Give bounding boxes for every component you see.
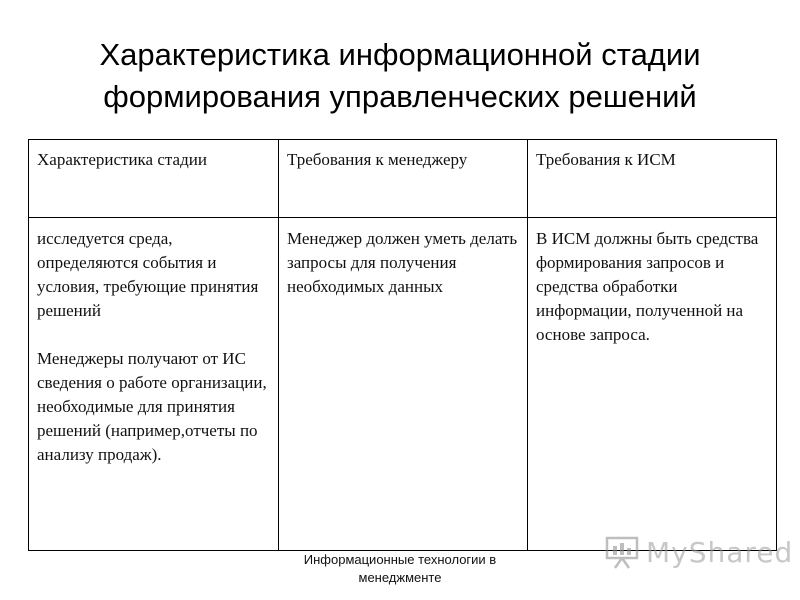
slide-title <box>0 34 800 118</box>
table-row <box>29 218 777 551</box>
stage-characteristics-table <box>28 139 777 551</box>
footer-line-1: Информационные технологии в <box>303 552 497 567</box>
table-header-row <box>29 140 777 218</box>
presentation-board-icon <box>604 534 640 570</box>
cell-ism-requirements: В ИСМ должны быть средства формирования запросов и средства обработки информации, полученной на основе запроса. <box>528 218 777 551</box>
slide-title-line-1: Характеристика информационной стадии <box>99 37 701 72</box>
footer-line-2: менеджменте <box>358 570 442 585</box>
slide-title-line-2: формирования управленческих решений <box>103 79 697 114</box>
watermark-logo <box>604 532 793 572</box>
stage-description-paragraph: исследуется среда, определяются события и условия, требующие принятия решений <box>37 229 259 320</box>
slide-footer <box>250 551 550 587</box>
header-manager-requirements: Требования к менеджеру <box>279 140 528 218</box>
cell-manager-requirements: Менеджер должен уметь делать запросы для получения необходимых данных <box>279 218 528 551</box>
header-ism-requirements: Требования к ИСМ <box>528 140 777 218</box>
cell-stage-characteristic <box>29 218 279 551</box>
stage-example-paragraph: Менеджеры получают от ИС сведения о работе организации, необходимые для принятия решений (например,отчеты по анализу продаж). <box>37 349 267 464</box>
header-stage-characteristic: Характеристика стадии <box>29 140 279 218</box>
watermark-text: MyShared <box>646 535 794 569</box>
